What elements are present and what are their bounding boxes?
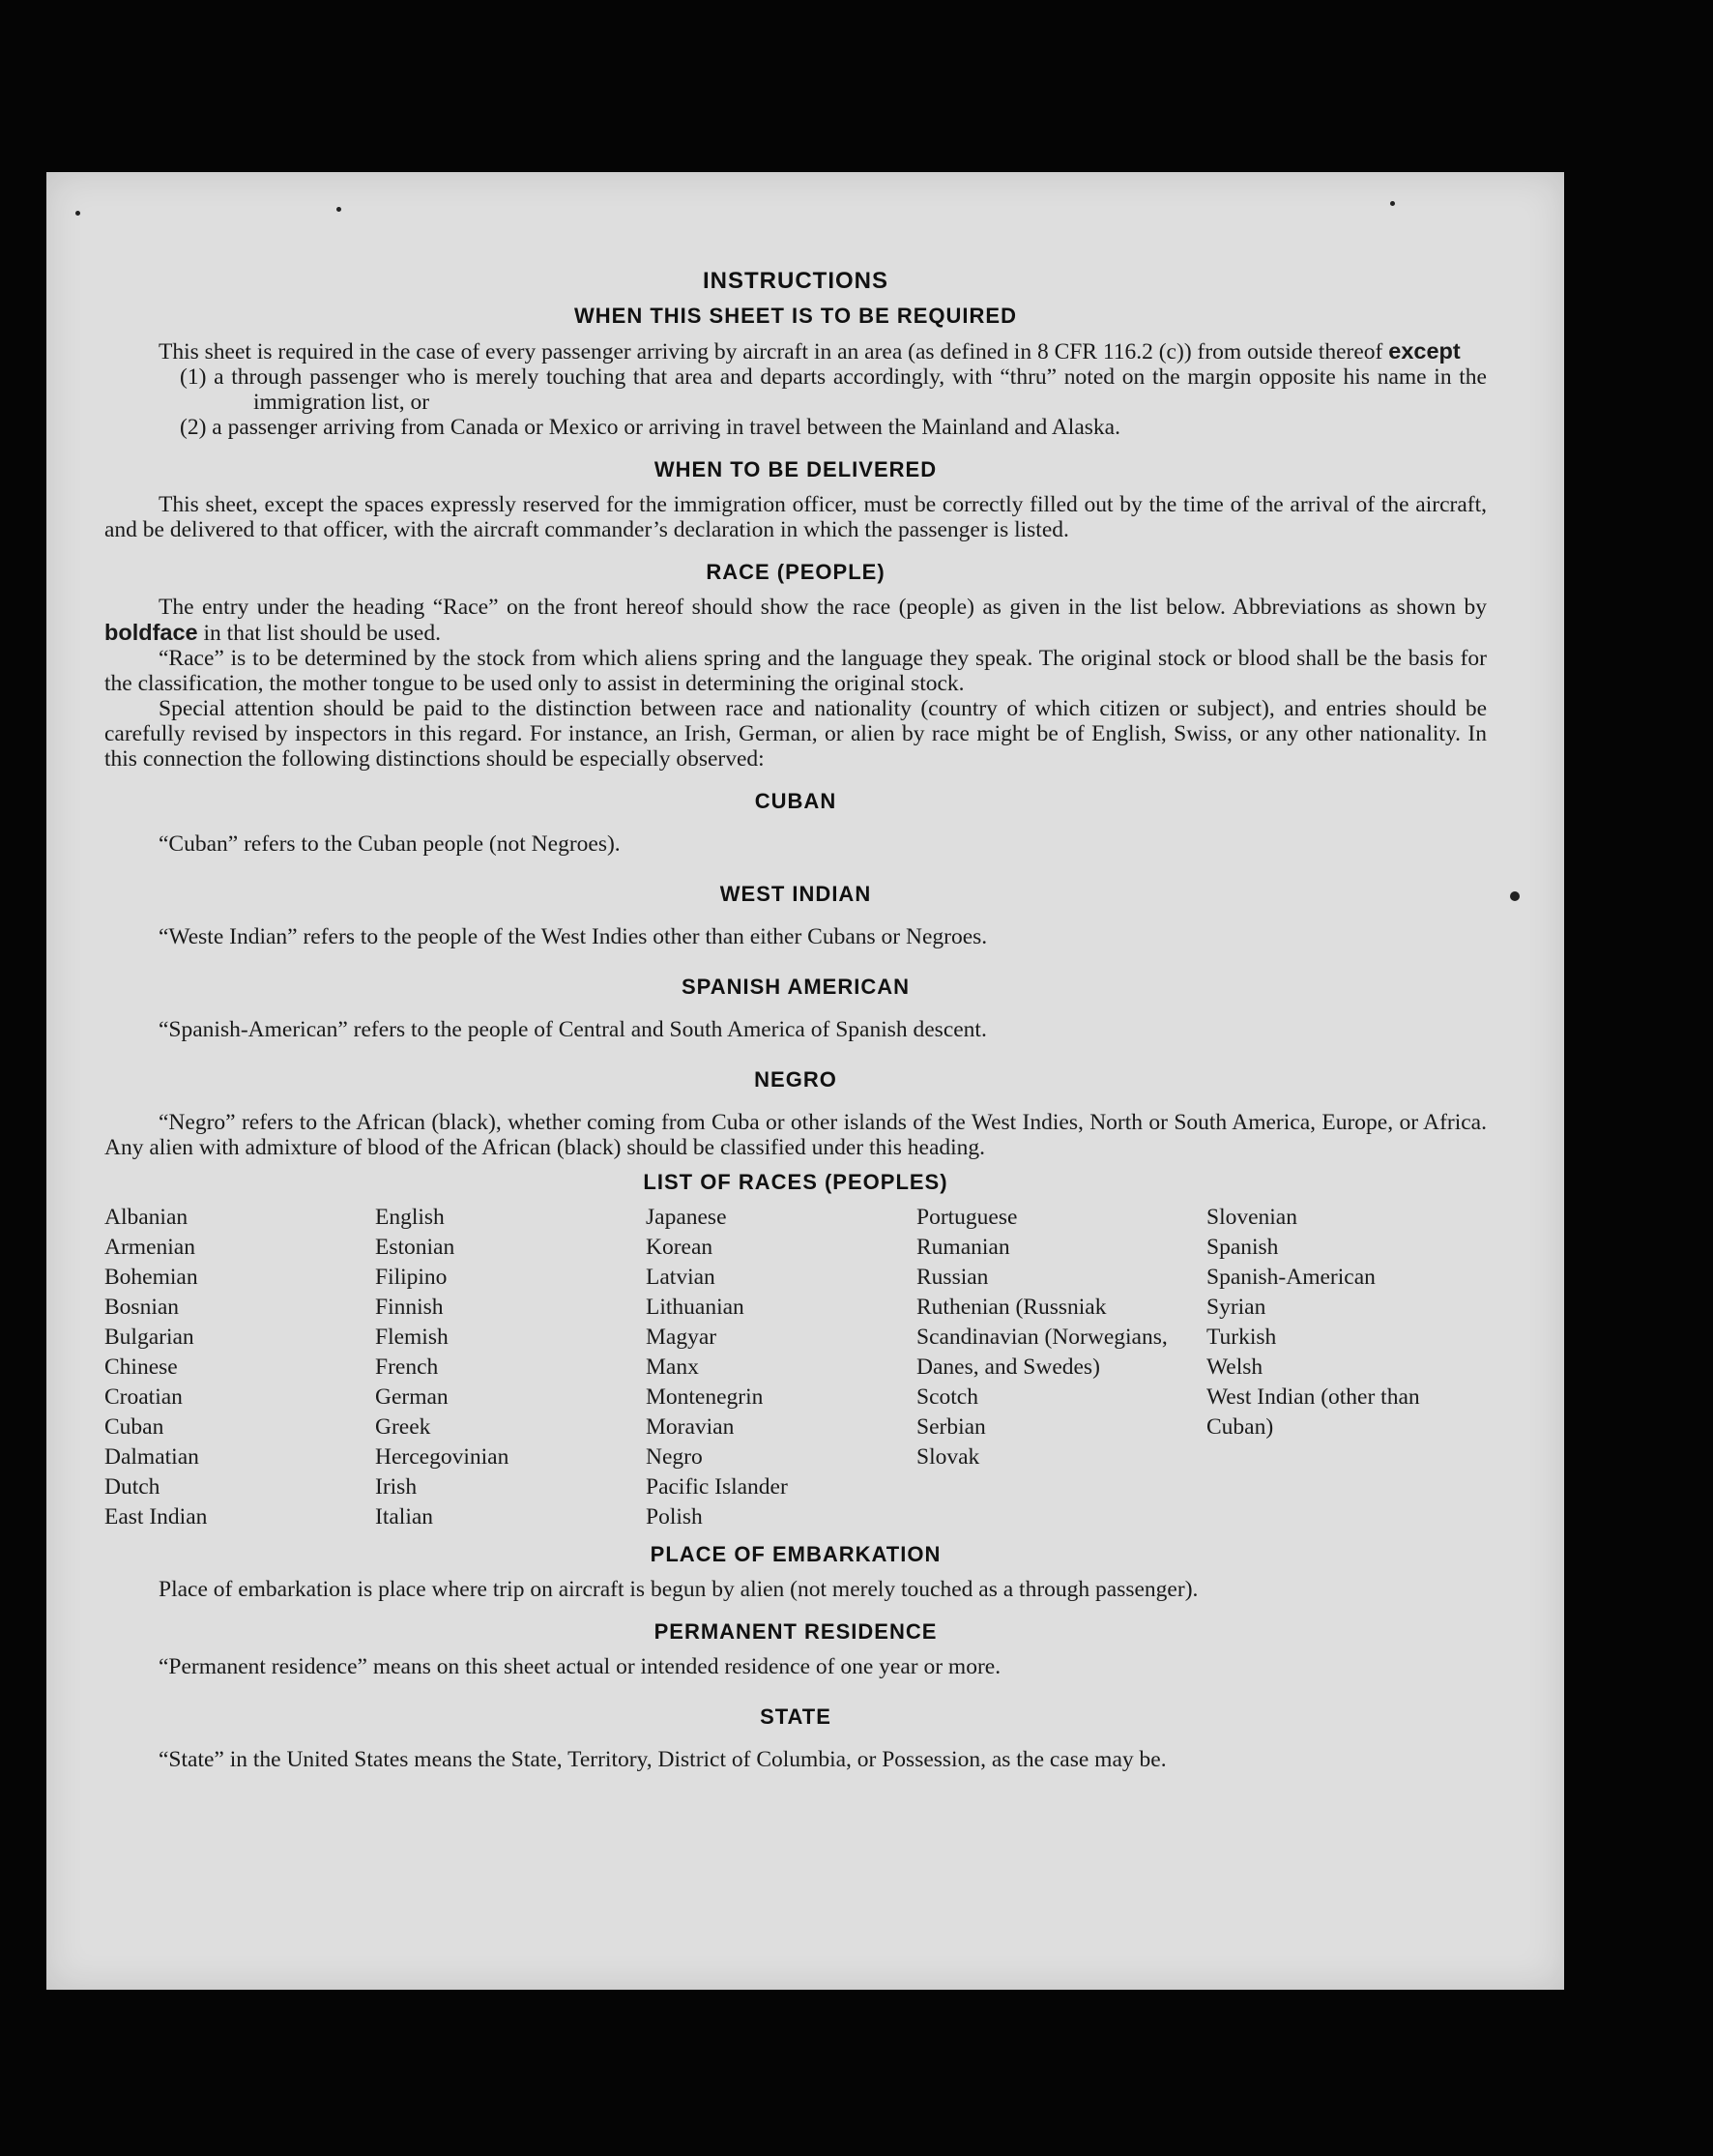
boldface-word: boldface (104, 620, 198, 645)
race-entry: Estonian (375, 1235, 455, 1260)
race-paragraph-3: Special attention should be paid to the distinction between race and nationality (country of which citizen or subject), and entries should be carefully revised by inspectors in this regard. For instance, an Irish, German, or alien by race might be of English, Swiss, or any other nationality. In this connection the following distinctions should be especially observed: (104, 696, 1487, 772)
race-entry: Bulgarian (104, 1325, 194, 1350)
heading-list-of-races: LIST OF RACES (PEOPLES) (643, 1170, 948, 1194)
race-entry: Lithuanian (646, 1295, 744, 1320)
race-entry: Greek (375, 1414, 431, 1440)
race-entry: Ruthenian (Russniak (916, 1295, 1107, 1320)
negro-text: “Negro” refers to the African (black), whether coming from Cuba or other islands of the West Indies, North or South America, Europe, or Africa. Any alien with admixture of blood of the African (black) should be classified under this heading. (104, 1110, 1487, 1160)
race-entry: Chinese (104, 1355, 178, 1380)
race-entry: Polish (646, 1504, 703, 1530)
race-entry: Slovenian (1206, 1205, 1297, 1230)
race-entry: Bosnian (104, 1295, 180, 1320)
race-entry: Dalmatian (104, 1444, 199, 1470)
race-entry: English (375, 1205, 445, 1230)
race-entry: Filipino (375, 1265, 448, 1290)
race-paragraph-1: The entry under the heading “Race” on the front hereof should show the race (people) as given in the list below. Abbreviations as shown by boldface in that list should be used. (104, 595, 1487, 646)
race-entry: Korean (646, 1235, 713, 1260)
except-bold: except (1388, 338, 1461, 364)
race-entry: Armenian (104, 1235, 195, 1260)
race-entry: Italian (375, 1504, 434, 1530)
race-entry: Turkish (1206, 1325, 1277, 1350)
punch-mark (336, 207, 341, 212)
races-column-5 (1206, 1203, 1477, 1532)
race-entry: Manx (646, 1355, 699, 1380)
race-entry: Scandinavian (Norwegians, Danes, and Swedes) (916, 1325, 1168, 1380)
heading-place-of-embarkation: PLACE OF EMBARKATION (650, 1542, 942, 1566)
races-column-2 (375, 1203, 646, 1532)
race-entry: Finnish (375, 1295, 444, 1320)
west-indian-text: “Weste Indian” refers to the people of the West Indies other than either Cubans or Negroes. (159, 924, 988, 949)
required-intro: This sheet is required in the case of every passenger arriving by aircraft in an area (as defined in 8 CFR 116.2 (c)) from outside thereof except (159, 338, 1461, 364)
heading-when-required: WHEN THIS SHEET IS TO BE REQUIRED (574, 304, 1017, 328)
race-entry: West Indian (other than Cuban) (1206, 1384, 1420, 1440)
races-column-3 (646, 1203, 916, 1532)
spanish-american-text: “Spanish-American” refers to the people of Central and South America of Spanish descent. (159, 1017, 987, 1042)
state-text: “State” in the United States means the State, Territory, District of Columbia, or Possession, as the case may be. (159, 1747, 1167, 1772)
race-entry: Latvian (646, 1265, 715, 1290)
race-entry: Syrian (1206, 1295, 1266, 1320)
instruction-sheet (46, 172, 1564, 1990)
race-entry: Albanian (104, 1205, 189, 1230)
race-entry: Cuban (104, 1414, 164, 1440)
race-entry: East Indian (104, 1504, 208, 1530)
race-entry: Russian (916, 1265, 989, 1290)
residence-text: “Permanent residence” means on this sheet actual or intended residence of one year or more. (159, 1654, 1002, 1679)
race-entry: Dutch (104, 1474, 160, 1500)
heading-race: RACE (PEOPLE) (706, 560, 886, 584)
required-item-1: (1) a through passenger who is merely touching that area and departs accordingly, with “thru” noted on the margin opposite his name in the immigration list, or (180, 364, 1487, 415)
race-entry: Spanish-American (1206, 1265, 1376, 1290)
race-entry: Flemish (375, 1325, 449, 1350)
document-body (104, 269, 1487, 1772)
races-column-4 (916, 1203, 1206, 1532)
races-column-1 (104, 1203, 375, 1532)
heading-spanish-american: SPANISH AMERICAN (681, 975, 910, 999)
race-entry: Pacific Islander (646, 1474, 788, 1500)
heading-west-indian: WEST INDIAN (719, 882, 872, 906)
heading-cuban: CUBAN (754, 789, 837, 813)
embarkation-text: Place of embarkation is place where trip on aircraft is begun by alien (not merely touched as a through passenger). (159, 1577, 1199, 1602)
heading-negro: NEGRO (754, 1067, 837, 1092)
race-entry: Portuguese (916, 1205, 1018, 1230)
cuban-text: “Cuban” refers to the Cuban people (not Negroes). (159, 831, 621, 857)
race-entry: Magyar (646, 1325, 717, 1350)
punch-mark (75, 211, 80, 216)
races-list (104, 1203, 1487, 1532)
page-title: INSTRUCTIONS (703, 268, 888, 294)
race-entry: Japanese (646, 1205, 727, 1230)
race-entry: German (375, 1384, 449, 1410)
race-entry: Rumanian (916, 1235, 1010, 1260)
race-entry: Negro (646, 1444, 703, 1470)
race-entry: Moravian (646, 1414, 735, 1440)
punch-mark (1390, 201, 1395, 206)
race-entry: Irish (375, 1474, 418, 1500)
heading-permanent-residence: PERMANENT RESIDENCE (653, 1619, 938, 1644)
race-entry: Hercegovinian (375, 1444, 509, 1470)
delivered-text: This sheet, except the spaces expressly reserved for the immigration officer, must be correctly filled out by the time of the arrival of the aircraft, and be delivered to that officer, with the aircraft commander’s declaration in which the passenger is listed. (104, 492, 1487, 542)
race-entry: Croatian (104, 1384, 183, 1410)
race-entry: Scotch (916, 1384, 978, 1410)
race-entry: Slovak (916, 1444, 980, 1470)
required-item-2: (2) a passenger arriving from Canada or Mexico or arriving in travel between the Mainland and Alaska. (180, 415, 1120, 440)
race-entry: Montenegrin (646, 1384, 764, 1410)
heading-state: STATE (760, 1704, 831, 1729)
race-entry: Spanish (1206, 1235, 1279, 1260)
punch-mark (1510, 891, 1520, 901)
race-paragraph-2: “Race” is to be determined by the stock from which aliens spring and the language they speak. The original stock or blood shall be the basis for the classification, the mother tongue to be used only to assist in determining the original stock. (104, 646, 1487, 696)
race-entry: Serbian (916, 1414, 986, 1440)
race-entry: Bohemian (104, 1265, 198, 1290)
race-entry: French (375, 1355, 439, 1380)
race-entry: Welsh (1206, 1355, 1263, 1380)
heading-when-delivered: WHEN TO BE DELIVERED (653, 457, 938, 481)
